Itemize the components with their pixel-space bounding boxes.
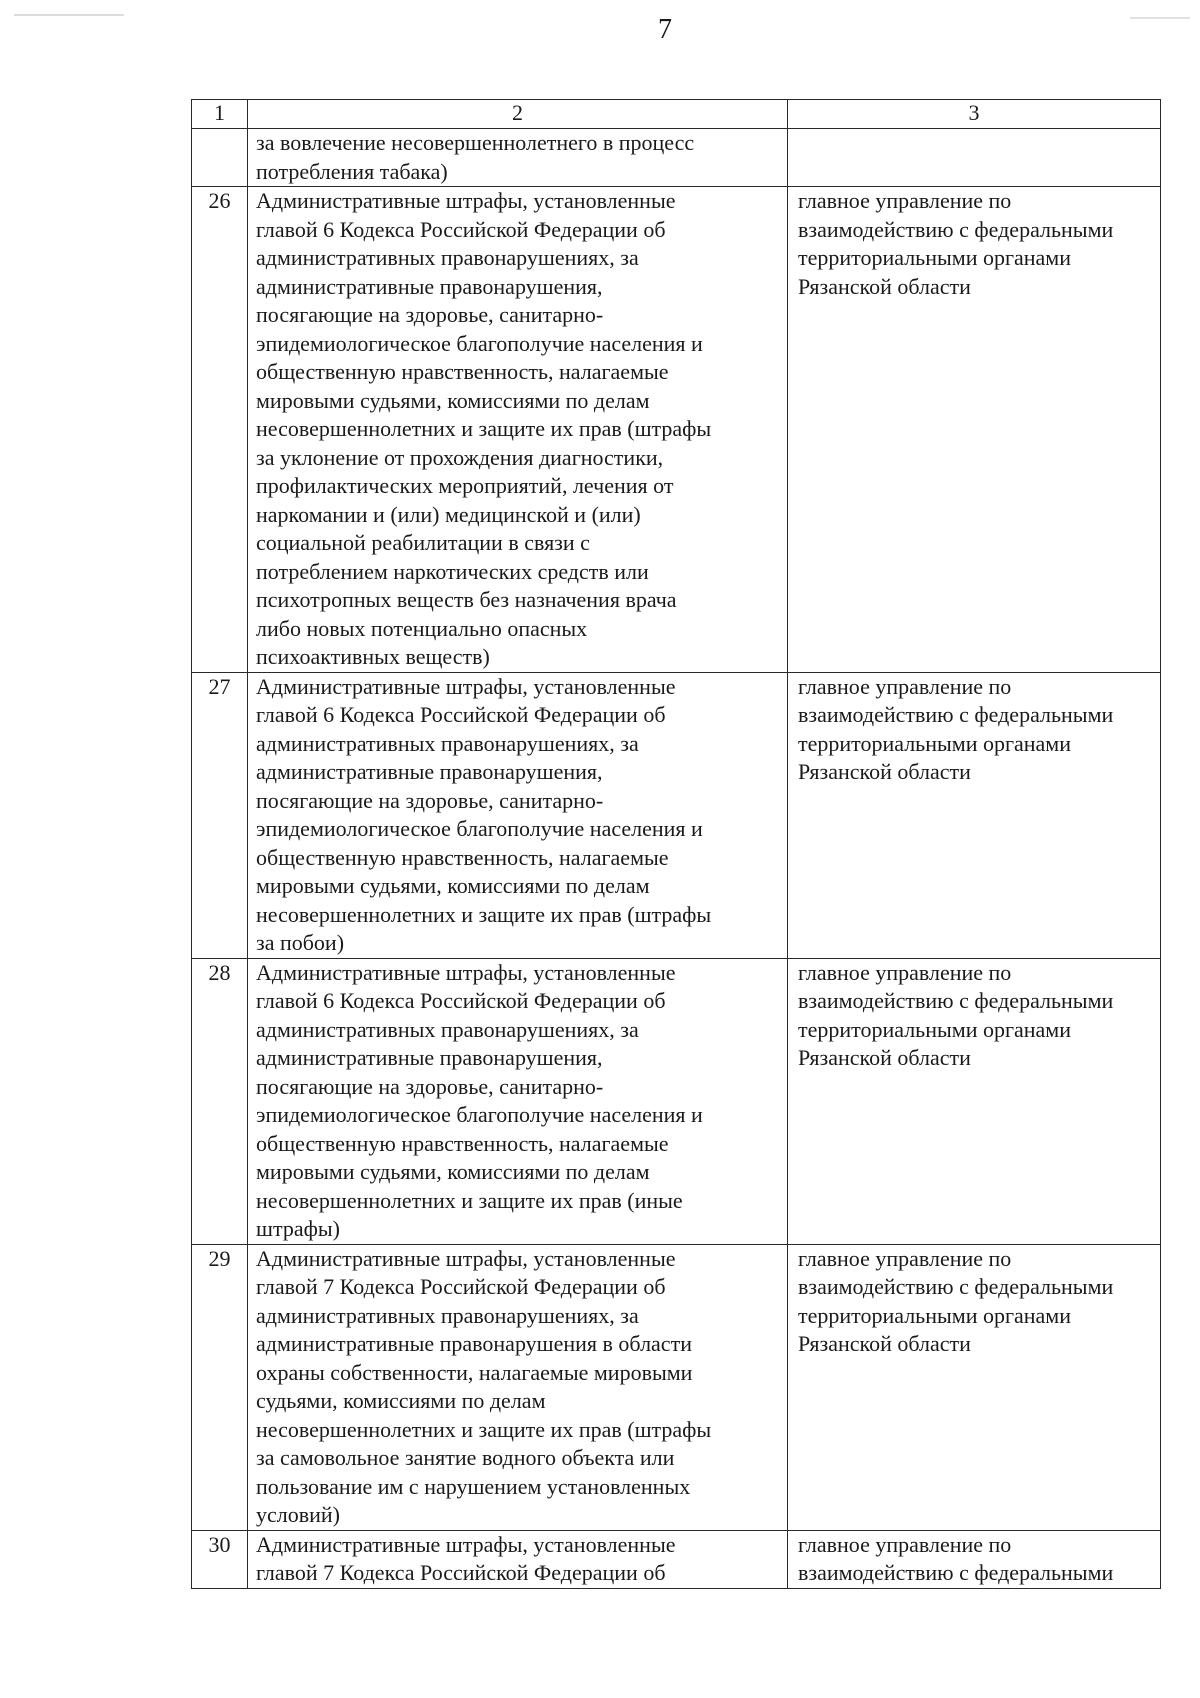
column-header-description: 2 — [248, 100, 788, 129]
column-header-number: 1 — [192, 100, 248, 129]
row-authority — [788, 129, 1161, 187]
row-number: 29 — [192, 1244, 248, 1530]
row-description: Административные штрафы, установленные главой 6 Кодекса Российской Федерации об административных правонарушениях, за административные правонарушения, посягающие на здоровье, санитарно- эпидемиологическое благополучие населения и общественную нравственность, налагаемые мировыми судьями, комиссиями по делам несовершеннолетних и защите их прав (штрафы за уклонение от прохождения диагностики, профилактических мероприятий, лечения от наркомании и (или) медицинской и (или) социальной реабилитации в связи с потреблением наркотических средств или психотропных веществ без назначения врача либо новых потенциально опасных психоактивных веществ) — [248, 187, 788, 673]
table-row — [192, 958, 1161, 1244]
row-authority: главное управление по взаимодействию с федеральными — [788, 1530, 1161, 1588]
table-row — [192, 1530, 1161, 1588]
table-header-row — [192, 100, 1161, 129]
row-description: Административные штрафы, установленные главой 6 Кодекса Российской Федерации об административных правонарушениях, за административные правонарушения, посягающие на здоровье, санитарно- эпидемиологическое благополучие населения и общественную нравственность, налагаемые мировыми судьями, комиссиями по делам несовершеннолетних и защите их прав (иные штрафы) — [248, 958, 788, 1244]
page-number: 7 — [658, 14, 672, 45]
row-description: Административные штрафы, установленные главой 6 Кодекса Российской Федерации об административных правонарушениях, за административные правонарушения, посягающие на здоровье, санитарно- эпидемиологическое благополучие населения и общественную нравственность, налагаемые мировыми судьями, комиссиями по делам несовершеннолетних и защите их прав (штрафы за побои) — [248, 672, 788, 958]
row-authority: главное управление по взаимодействию с федеральными территориальными органами Рязанской области — [788, 187, 1161, 673]
row-authority: главное управление по взаимодействию с федеральными территориальными органами Рязанской области — [788, 958, 1161, 1244]
table-row — [192, 187, 1161, 673]
column-header-authority: 3 — [788, 100, 1161, 129]
row-authority: главное управление по взаимодействию с федеральными территориальными органами Рязанской области — [788, 1244, 1161, 1530]
row-number: 28 — [192, 958, 248, 1244]
row-number — [192, 129, 248, 187]
table-row — [192, 672, 1161, 958]
table-row — [192, 1244, 1161, 1530]
table-row — [192, 129, 1161, 187]
row-description: Административные штрафы, установленные главой 7 Кодекса Российской Федерации об — [248, 1530, 788, 1588]
row-description: за вовлечение несовершеннолетнего в процесс потребления табака) — [248, 129, 788, 187]
row-number: 26 — [192, 187, 248, 673]
document-table — [191, 99, 1161, 1589]
row-number: 27 — [192, 672, 248, 958]
row-description: Административные штрафы, установленные главой 7 Кодекса Российской Федерации об административных правонарушениях, за административные правонарушения в области охраны собственности, налагаемые мировыми судьями, комиссиями по делам несовершеннолетних и защите их прав (штрафы за самовольное занятие водного объекта или пользование им с нарушением установленных условий) — [248, 1244, 788, 1530]
row-number: 30 — [192, 1530, 248, 1588]
row-authority: главное управление по взаимодействию с федеральными территориальными органами Рязанской области — [788, 672, 1161, 958]
